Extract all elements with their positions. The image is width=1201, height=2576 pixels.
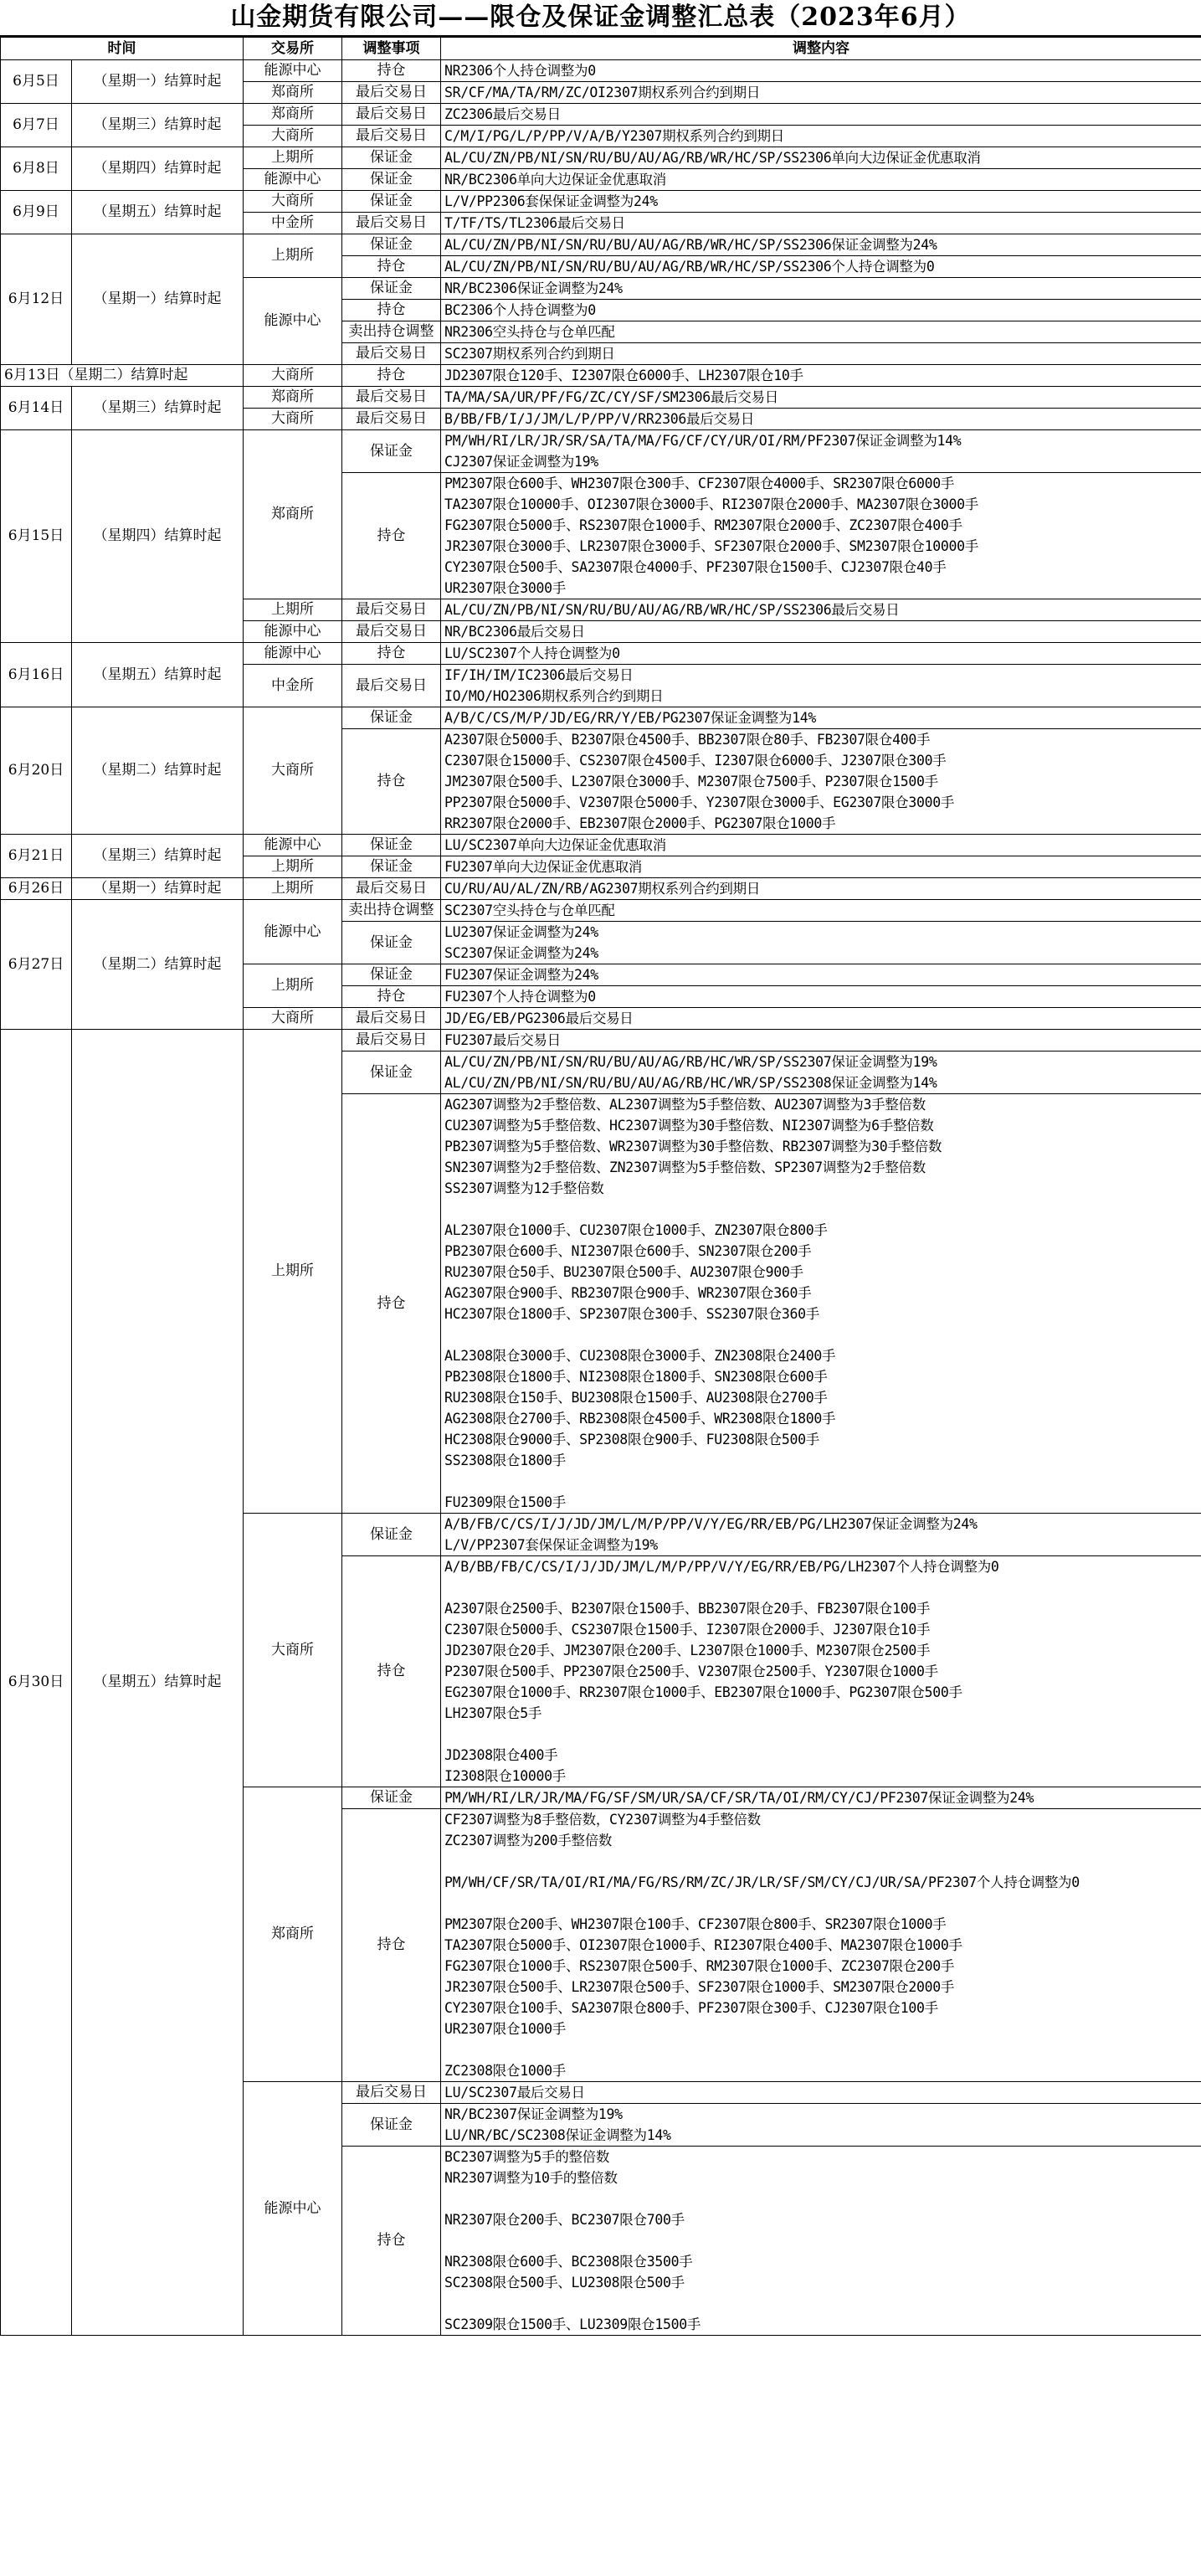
content-line: RR2307限仓2000手、EB2307限仓2000手、PG2307限仓1000手 — [444, 815, 836, 831]
item-type-cell: 保证金 — [342, 856, 441, 878]
content-line: PM/WH/CF/SR/TA/OI/RI/MA/FG/RS/RM/ZC/JR/LR/SF/SM/CY/CJ/UR/SA/PF2307个人持仓调整为0 — [444, 1874, 1080, 1890]
adjustment-table — [0, 37, 1201, 2336]
exchange-cell: 上期所 — [244, 856, 342, 878]
content-line: PM/WH/RI/LR/JR/SR/SA/TA/MA/FG/CF/CY/UR/OI/RM/PF2307保证金调整为14% — [444, 433, 962, 449]
item-type-cell: 最后交易日 — [342, 104, 441, 126]
content-line: SC2307空头持仓与仓单匹配 — [444, 902, 615, 918]
content-line: CU/RU/AU/AL/ZN/RB/AG2307期权系列合约到期日 — [444, 881, 761, 897]
date-cell: 6月30日 — [1, 1030, 72, 2336]
content-line: AL/CU/ZN/PB/NI/SN/RU/BU/AU/AG/RB/HC/WR/SP/SS2308保证金调整为14% — [444, 1075, 937, 1091]
content-line: LU/SC2307个人持仓调整为0 — [444, 645, 620, 661]
exchange-cell: 郑商所 — [244, 104, 342, 126]
content-line: JR2307限仓500手、LR2307限仓500手、SF2307限仓1000手、SM2307限仓2000手 — [444, 1979, 955, 1995]
content-line: CY2307限仓500手、SA2307限仓4000手、PF2307限仓1500手、CJ2307限仓40手 — [444, 559, 947, 575]
content-cell — [441, 60, 1201, 82]
content-line: RU2307限仓50手、BU2307限仓500手、AU2307限仓900手 — [444, 1264, 803, 1280]
header-item: 调整事项 — [342, 38, 441, 60]
date-label: 6月13日 — [4, 367, 60, 383]
settlement-cell: （星期四）结算时起 — [72, 147, 244, 191]
item-type-cell: 持仓 — [342, 1094, 441, 1514]
exchange-cell: 大商所 — [244, 191, 342, 213]
content-cell — [441, 835, 1201, 856]
content-line: PM2307限仓600手、WH2307限仓300手、CF2307限仓4000手、SR2307限仓6000手 — [444, 476, 955, 491]
content-line: LH2307限仓5手 — [444, 1705, 542, 1721]
item-type-cell: 持仓 — [342, 473, 441, 599]
content-cell — [441, 2104, 1201, 2147]
content-line — [444, 1199, 1198, 1220]
content-line — [444, 1324, 1198, 1345]
exchange-cell: 能源中心 — [244, 835, 342, 856]
content-line: CF2307调整为8手整倍数，CY2307调整为4手整倍数 — [444, 1812, 761, 1828]
content-line: PB2307限仓600手、NI2307限仓600手、SN2307限仓200手 — [444, 1243, 812, 1259]
exchange-cell: 大商所 — [244, 365, 342, 387]
item-type-cell: 保证金 — [342, 430, 441, 473]
content-cell — [441, 1809, 1201, 2082]
content-cell — [441, 104, 1201, 126]
content-line: B/BB/FB/I/J/JM/L/P/PP/V/RR2306最后交易日 — [444, 411, 755, 427]
content-cell — [441, 321, 1201, 343]
content-cell — [441, 665, 1201, 707]
exchange-cell: 能源中心 — [244, 900, 342, 964]
content-line: AL/CU/ZN/PB/NI/SN/RU/BU/AU/AG/RB/WR/HC/SP/SS2306保证金调整为24% — [444, 237, 937, 253]
settlement-cell: （星期二）结算时起 — [72, 900, 244, 1030]
content-line: FU2307单向大边保证金优惠取消 — [444, 859, 643, 875]
content-cell — [441, 2082, 1201, 2104]
date-cell: 6月14日 — [1, 387, 72, 430]
table-row — [1, 387, 1201, 409]
table-row — [1, 104, 1201, 126]
content-cell — [441, 256, 1201, 278]
settlement-cell: （星期五）结算时起 — [72, 191, 244, 234]
header-time: 时间 — [1, 38, 244, 60]
content-line: UR2307限仓3000手 — [444, 580, 566, 596]
content-line: AL2308限仓3000手、CU2308限仓3000手、ZN2308限仓2400手 — [444, 1348, 836, 1364]
exchange-cell: 郑商所 — [244, 1787, 342, 2082]
content-line: HC2308限仓9000手、SP2308限仓900手、FU2308限仓500手 — [444, 1432, 819, 1447]
table-row — [1, 234, 1201, 256]
date-cell: 6月26日 — [1, 878, 72, 900]
content-line: C2307限仓5000手、CS2307限仓1500手、I2307限仓2000手、J2307限仓10手 — [444, 1622, 931, 1638]
table-row — [1, 835, 1201, 856]
content-cell — [441, 300, 1201, 321]
table-row — [1, 1030, 1201, 1051]
content-line: CY2307限仓100手、SA2307限仓800手、PF2307限仓300手、CJ2307限仓100手 — [444, 2000, 938, 2016]
sheet-title: 山金期货有限公司——限仓及保证金调整汇总表（2023年6月） — [0, 0, 1201, 37]
content-cell — [441, 278, 1201, 300]
table-row — [1, 643, 1201, 665]
content-cell — [441, 621, 1201, 643]
content-line: SC2307保证金调整为24% — [444, 945, 598, 961]
content-line: LU/SC2307最后交易日 — [444, 2085, 585, 2100]
table-row — [1, 147, 1201, 169]
date-cell: 6月5日 — [1, 60, 72, 104]
item-type-cell: 持仓 — [342, 300, 441, 321]
content-line: LU2307保证金调整为24% — [444, 924, 598, 940]
content-line: EG2307限仓1000手、RR2307限仓1000手、EB2307限仓1000手、PG2307限仓500手 — [444, 1684, 962, 1700]
settlement-cell: （星期一）结算时起 — [72, 878, 244, 900]
settlement-cell: （星期五）结算时起 — [72, 643, 244, 707]
content-line: TA2307限仓5000手、OI2307限仓1000手、RI2307限仓400手、MA2307限仓1000手 — [444, 1937, 962, 1953]
exchange-cell: 上期所 — [244, 964, 342, 1008]
date-cell: 6月8日 — [1, 147, 72, 191]
content-cell — [441, 387, 1201, 409]
item-type-cell: 持仓 — [342, 1556, 441, 1787]
item-type-cell: 持仓 — [342, 365, 441, 387]
exchange-cell: 郑商所 — [244, 387, 342, 409]
content-line: FG2307限仓1000手、RS2307限仓500手、RM2307限仓1000手、ZC2307限仓200手 — [444, 1958, 955, 1974]
content-line: SN2307调整为2手整倍数、ZN2307调整为5手整倍数、SP2307调整为2手整倍数 — [444, 1159, 926, 1175]
item-type-cell: 最后交易日 — [342, 878, 441, 900]
item-type-cell: 最后交易日 — [342, 2082, 441, 2104]
content-line: ZC2306最后交易日 — [444, 106, 561, 122]
exchange-cell: 能源中心 — [244, 621, 342, 643]
header-content: 调整内容 — [441, 38, 1201, 60]
date-cell: 6月9日 — [1, 191, 72, 234]
exchange-cell: 大商所 — [244, 1514, 342, 1787]
settlement-label: （星期二）结算时起 — [59, 367, 188, 383]
content-cell — [441, 729, 1201, 835]
content-line: FU2307最后交易日 — [444, 1032, 561, 1048]
content-cell — [441, 964, 1201, 986]
content-cell — [441, 191, 1201, 213]
content-line: JD2308限仓400手 — [444, 1747, 558, 1763]
exchange-cell: 中金所 — [244, 213, 342, 234]
exchange-cell: 上期所 — [244, 599, 342, 621]
exchange-cell: 郑商所 — [244, 430, 342, 599]
content-cell — [441, 1051, 1201, 1094]
content-line: JD2307限仓120手、I2307限仓6000手、LH2307限仓10手 — [444, 368, 803, 383]
content-line: AG2307调整为2手整倍数、AL2307调整为5手整倍数、AU2307调整为3手整倍数 — [444, 1097, 926, 1113]
item-type-cell: 持仓 — [342, 60, 441, 82]
content-cell — [441, 599, 1201, 621]
item-type-cell: 保证金 — [342, 707, 441, 729]
exchange-cell: 能源中心 — [244, 169, 342, 191]
table-row — [1, 365, 1201, 387]
content-cell — [441, 1008, 1201, 1030]
item-type-cell: 保证金 — [342, 234, 441, 256]
content-line: ZC2307调整为200手整倍数 — [444, 1833, 613, 1848]
content-line: NR2307限仓200手、BC2307限仓700手 — [444, 2212, 685, 2228]
settlement-cell: （星期二）结算时起 — [72, 707, 244, 835]
content-line: T/TF/TS/TL2306最后交易日 — [444, 215, 625, 231]
content-line — [444, 1471, 1198, 1492]
header-exchange: 交易所 — [244, 38, 342, 60]
item-type-cell: 保证金 — [342, 278, 441, 300]
content-cell — [441, 430, 1201, 473]
exchange-cell: 能源中心 — [244, 60, 342, 82]
content-line: A/B/C/CS/M/P/JD/EG/RR/Y/EB/PG2307保证金调整为14% — [444, 710, 817, 726]
date-cell: 6月15日 — [1, 430, 72, 643]
settlement-cell: （星期一）结算时起 — [72, 60, 244, 104]
item-type-cell: 最后交易日 — [342, 665, 441, 707]
content-line: FU2307个人持仓调整为0 — [444, 989, 596, 1005]
table-row — [1, 430, 1201, 473]
content-line: BC2307调整为5手的整倍数 — [444, 2149, 610, 2165]
item-type-cell: 保证金 — [342, 1051, 441, 1094]
content-cell — [441, 1556, 1201, 1787]
item-type-cell: 最后交易日 — [342, 387, 441, 409]
content-line: BC2306个人持仓调整为0 — [444, 302, 596, 318]
content-line — [444, 1724, 1198, 1745]
item-type-cell: 卖出持仓调整 — [342, 321, 441, 343]
exchange-cell: 能源中心 — [244, 643, 342, 665]
content-cell — [441, 1787, 1201, 1809]
item-type-cell: 保证金 — [342, 964, 441, 986]
item-type-cell: 最后交易日 — [342, 621, 441, 643]
content-line: LU/SC2307单向大边保证金优惠取消 — [444, 837, 666, 853]
item-type-cell: 保证金 — [342, 1787, 441, 1809]
content-line: AL/CU/ZN/PB/NI/SN/RU/BU/AU/AG/RB/WR/HC/SP/SS2306单向大边保证金优惠取消 — [444, 150, 981, 166]
content-line: SC2309限仓1500手、LU2309限仓1500手 — [444, 2316, 701, 2332]
item-type-cell: 卖出持仓调整 — [342, 900, 441, 922]
content-line: AG2308限仓2700手、RB2308限仓4500手、WR2308限仓1800手 — [444, 1411, 836, 1427]
item-type-cell: 保证金 — [342, 835, 441, 856]
content-line: IO/MO/HO2306期权系列合约到期日 — [444, 688, 664, 704]
content-line: PP2307限仓5000手、V2307限仓5000手、Y2307限仓3000手、EG2307限仓3000手 — [444, 794, 955, 810]
content-line: NR2307调整为10手的整倍数 — [444, 2170, 618, 2186]
exchange-cell: 上期所 — [244, 878, 342, 900]
content-cell — [441, 1030, 1201, 1051]
content-line — [444, 2293, 1198, 2314]
content-line: NR/BC2306保证金调整为24% — [444, 280, 623, 296]
exchange-cell: 能源中心 — [244, 278, 342, 365]
content-cell — [441, 169, 1201, 191]
content-line: IF/IH/IM/IC2306最后交易日 — [444, 667, 634, 683]
content-line: A2307限仓5000手、B2307限仓4500手、BB2307限仓80手、FB2307限仓400手 — [444, 732, 931, 748]
content-line — [444, 2230, 1198, 2251]
content-line — [444, 1851, 1198, 1872]
content-line: A/B/BB/FB/C/CS/I/J/JD/JM/L/M/P/PP/V/Y/EG/RR/EB/PG/LH2307个人持仓调整为0 — [444, 1559, 999, 1575]
table-body — [1, 60, 1201, 2336]
item-type-cell: 保证金 — [342, 169, 441, 191]
content-line: A/B/FB/C/CS/I/J/JD/JM/L/M/P/PP/V/Y/EG/RR/EB/PG/LH2307保证金调整为24% — [444, 1516, 978, 1532]
exchange-cell: 中金所 — [244, 665, 342, 707]
item-type-cell: 最后交易日 — [342, 409, 441, 430]
content-cell — [441, 900, 1201, 922]
content-line: UR2307限仓1000手 — [444, 2021, 566, 2037]
exchange-cell: 上期所 — [244, 1030, 342, 1514]
content-line — [444, 2188, 1198, 2209]
date-cell: 6月27日 — [1, 900, 72, 1030]
exchange-cell: 郑商所 — [244, 82, 342, 104]
content-cell — [441, 707, 1201, 729]
content-line: NR2308限仓600手、BC2308限仓3500手 — [444, 2254, 693, 2270]
content-line: AL/CU/ZN/PB/NI/SN/RU/BU/AU/AG/RB/WR/HC/SP/SS2306最后交易日 — [444, 602, 900, 618]
item-type-cell: 持仓 — [342, 986, 441, 1008]
exchange-cell: 大商所 — [244, 1008, 342, 1030]
exchange-cell: 上期所 — [244, 234, 342, 278]
content-cell — [441, 643, 1201, 665]
content-line — [444, 2039, 1198, 2060]
exchange-cell: 能源中心 — [244, 2082, 342, 2336]
item-type-cell: 持仓 — [342, 256, 441, 278]
item-type-cell: 持仓 — [342, 2147, 441, 2336]
content-line: SS2308限仓1800手 — [444, 1453, 566, 1468]
content-line: ZC2308限仓1000手 — [444, 2063, 566, 2079]
content-line: NR/BC2306最后交易日 — [444, 624, 585, 640]
item-type-cell: 最后交易日 — [342, 1008, 441, 1030]
date-cell — [1, 365, 244, 387]
content-line: JD/EG/EB/PG2306最后交易日 — [444, 1010, 634, 1026]
content-line: SR/CF/MA/TA/RM/ZC/OI2307期权系列合约到期日 — [444, 85, 761, 100]
content-line: RU2308限仓150手、BU2308限仓1500手、AU2308限仓2700手 — [444, 1390, 828, 1406]
exchange-cell: 大商所 — [244, 409, 342, 430]
settlement-cell: （星期一）结算时起 — [72, 234, 244, 365]
item-type-cell: 最后交易日 — [342, 1030, 441, 1051]
content-line: C/M/I/PG/L/P/PP/V/A/B/Y2307期权系列合约到期日 — [444, 128, 784, 144]
item-type-cell: 保证金 — [342, 147, 441, 169]
item-type-cell: 保证金 — [342, 1514, 441, 1556]
content-line: A2307限仓2500手、B2307限仓1500手、BB2307限仓20手、FB2307限仓100手 — [444, 1601, 931, 1617]
item-type-cell: 持仓 — [342, 643, 441, 665]
content-line: NR2306空头持仓与仓单匹配 — [444, 324, 615, 340]
content-cell — [441, 365, 1201, 387]
content-line: SC2307期权系列合约到期日 — [444, 346, 615, 362]
date-cell: 6月21日 — [1, 835, 72, 878]
item-type-cell: 最后交易日 — [342, 599, 441, 621]
content-line: P2307限仓500手、PP2307限仓2500手、V2307限仓2500手、Y2307限仓1000手 — [444, 1663, 938, 1679]
content-line: JM2307限仓500手、L2307限仓3000手、M2307限仓7500手、P2307限仓1500手 — [444, 774, 938, 789]
content-cell — [441, 986, 1201, 1008]
date-cell: 6月20日 — [1, 707, 72, 835]
content-line: I2308限仓10000手 — [444, 1768, 566, 1784]
content-line: CJ2307保证金调整为19% — [444, 454, 598, 470]
content-line: PM2307限仓200手、WH2307限仓100手、CF2307限仓800手、SR2307限仓1000手 — [444, 1916, 947, 1932]
item-type-cell: 持仓 — [342, 1809, 441, 2082]
content-line: NR2306个人持仓调整为0 — [444, 63, 596, 79]
content-cell — [441, 409, 1201, 430]
header-row — [1, 38, 1201, 60]
content-line: L/V/PP2307套保保证金调整为19% — [444, 1537, 658, 1553]
content-line: SS2307调整为12手整倍数 — [444, 1180, 604, 1196]
content-line: AL/CU/ZN/PB/NI/SN/RU/BU/AU/AG/RB/WR/HC/SP/SS2306个人持仓调整为0 — [444, 259, 935, 275]
item-type-cell: 最后交易日 — [342, 213, 441, 234]
table-row — [1, 900, 1201, 922]
content-line: AL/CU/ZN/PB/NI/SN/RU/BU/AU/AG/RB/HC/WR/SP/SS2307保证金调整为19% — [444, 1054, 937, 1070]
content-line: NR/BC2306单向大边保证金优惠取消 — [444, 172, 666, 188]
content-line: FU2307保证金调整为24% — [444, 967, 598, 983]
item-type-cell: 保证金 — [342, 922, 441, 964]
exchange-cell: 上期所 — [244, 147, 342, 169]
item-type-cell: 持仓 — [342, 729, 441, 835]
content-cell — [441, 343, 1201, 365]
content-cell — [441, 82, 1201, 104]
item-type-cell: 保证金 — [342, 191, 441, 213]
content-line — [444, 1893, 1198, 1914]
content-line: LU/NR/BC/SC2308保证金调整为14% — [444, 2127, 671, 2143]
content-line: TA/MA/SA/UR/PF/FG/ZC/CY/SF/SM2306最后交易日 — [444, 389, 778, 405]
content-cell — [441, 473, 1201, 599]
settlement-cell: （星期三）结算时起 — [72, 104, 244, 147]
content-line: PB2307调整为5手整倍数、WR2307调整为30手整倍数、RB2307调整为30手整倍数 — [444, 1139, 942, 1154]
content-line: SC2308限仓500手、LU2308限仓500手 — [444, 2275, 685, 2291]
content-line: CU2307调整为5手整倍数、HC2307调整为30手整倍数、NI2307调整为6手整倍数 — [444, 1118, 934, 1134]
table-row — [1, 60, 1201, 82]
content-cell — [441, 234, 1201, 256]
content-cell — [441, 126, 1201, 147]
content-line: AL2307限仓1000手、CU2307限仓1000手、ZN2307限仓800手 — [444, 1222, 828, 1238]
exchange-cell: 大商所 — [244, 707, 342, 835]
content-line: JD2307限仓20手、JM2307限仓200手、L2307限仓1000手、M2307限仓2500手 — [444, 1643, 931, 1658]
item-type-cell: 保证金 — [342, 2104, 441, 2147]
settlement-cell: （星期三）结算时起 — [72, 387, 244, 430]
content-line: PM/WH/RI/LR/JR/MA/FG/SF/SM/UR/SA/CF/SR/TA/OI/RM/CY/CJ/PF2307保证金调整为24% — [444, 1790, 1034, 1806]
content-cell — [441, 1094, 1201, 1514]
content-cell — [441, 856, 1201, 878]
content-line: JR2307限仓3000手、LR2307限仓3000手、SF2307限仓2000手、SM2307限仓10000手 — [444, 538, 978, 554]
item-type-cell: 最后交易日 — [342, 82, 441, 104]
content-line: TA2307限仓10000手、OI2307限仓3000手、RI2307限仓2000手、MA2307限仓3000手 — [444, 496, 978, 512]
content-line: AG2307限仓900手、RB2307限仓900手、WR2307限仓360手 — [444, 1285, 812, 1301]
content-line: L/V/PP2306套保保证金调整为24% — [444, 193, 658, 209]
table-row — [1, 707, 1201, 729]
table-row — [1, 878, 1201, 900]
exchange-cell: 大商所 — [244, 126, 342, 147]
item-type-cell: 最后交易日 — [342, 343, 441, 365]
content-line: NR/BC2307保证金调整为19% — [444, 2106, 623, 2122]
item-type-cell: 最后交易日 — [342, 126, 441, 147]
settlement-cell: （星期五）结算时起 — [72, 1030, 244, 2336]
content-line — [444, 1577, 1198, 1598]
settlement-cell: （星期四）结算时起 — [72, 430, 244, 643]
content-line: FU2309限仓1500手 — [444, 1494, 566, 1510]
content-cell — [441, 1514, 1201, 1556]
content-cell — [441, 2147, 1201, 2336]
date-cell: 6月16日 — [1, 643, 72, 707]
date-cell: 6月7日 — [1, 104, 72, 147]
table-row — [1, 191, 1201, 213]
content-line: PB2308限仓1800手、NI2308限仓1800手、SN2308限仓600手 — [444, 1369, 828, 1385]
content-line: FG2307限仓5000手、RS2307限仓1000手、RM2307限仓2000手、ZC2307限仓400手 — [444, 517, 962, 533]
date-cell: 6月12日 — [1, 234, 72, 365]
content-cell — [441, 878, 1201, 900]
settlement-cell: （星期三）结算时起 — [72, 835, 244, 878]
content-cell — [441, 213, 1201, 234]
content-cell — [441, 922, 1201, 964]
content-line: C2307限仓15000手、CS2307限仓4500手、I2307限仓6000手、J2307限仓300手 — [444, 753, 947, 769]
content-line: HC2307限仓1800手、SP2307限仓300手、SS2307限仓360手 — [444, 1306, 819, 1322]
content-cell — [441, 147, 1201, 169]
